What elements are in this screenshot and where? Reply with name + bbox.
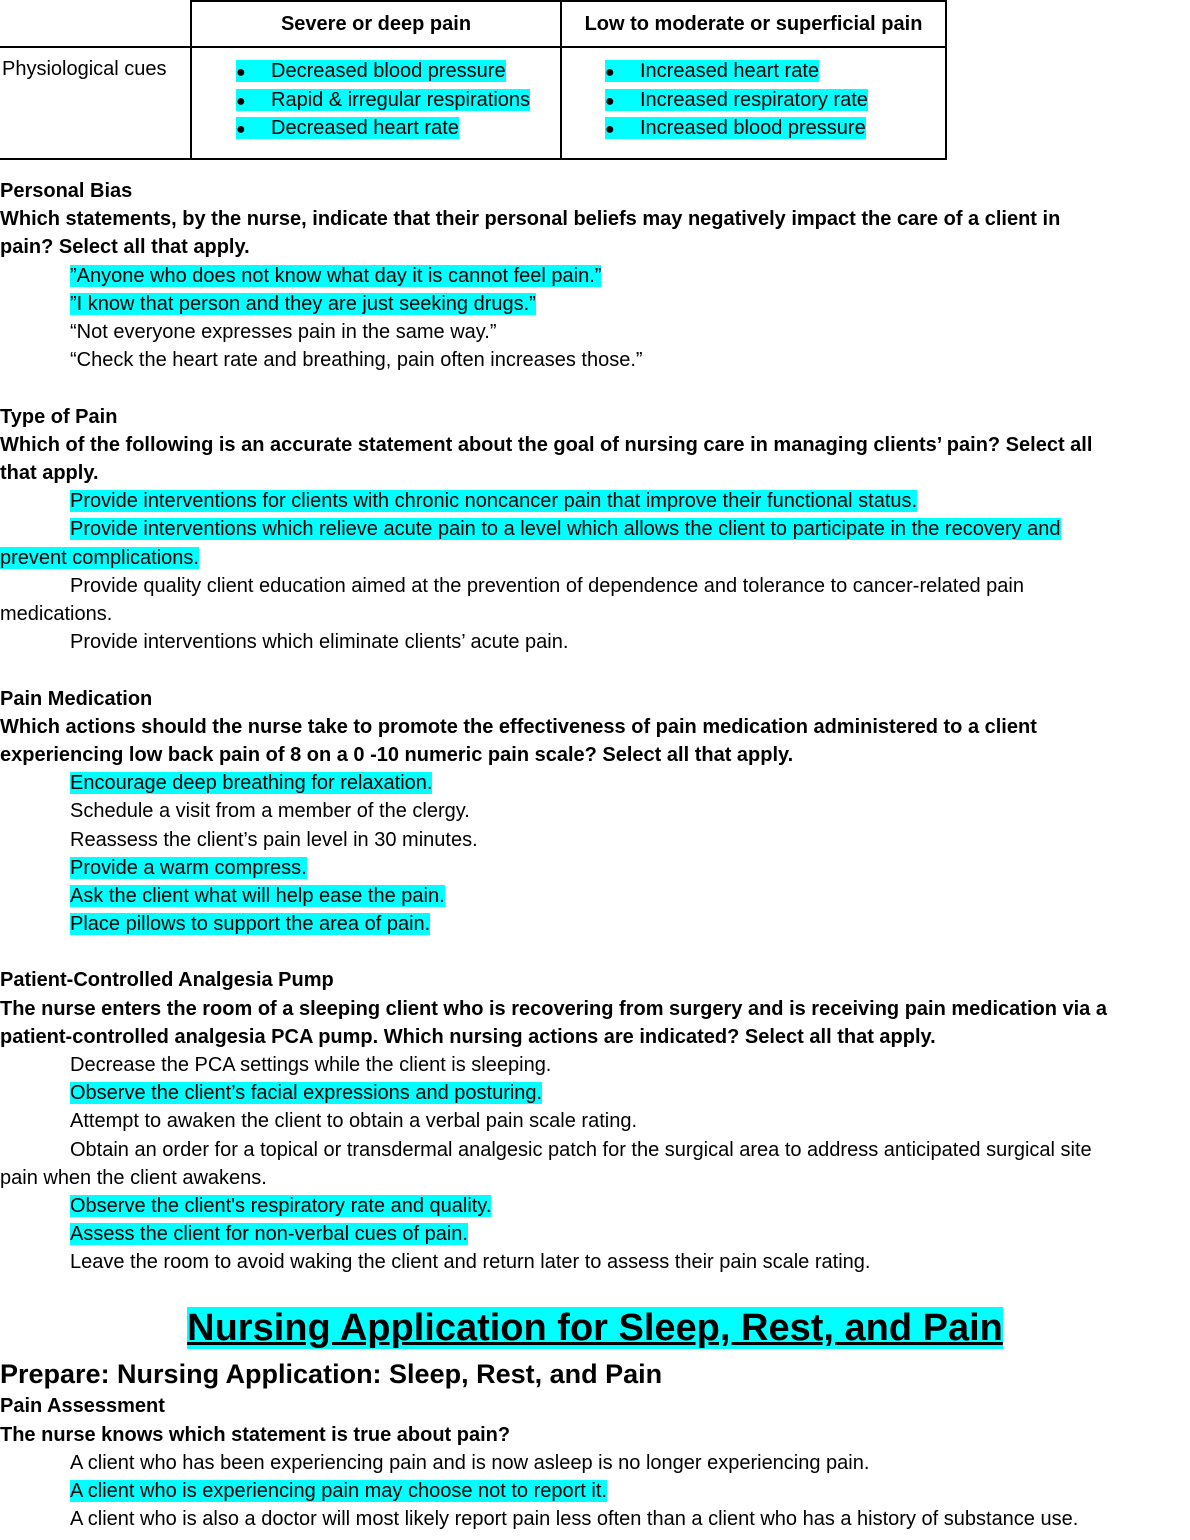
answer-option: “Not everyone expresses pain in the same way.” bbox=[70, 321, 497, 343]
answer-option: Provide quality client education aimed at the prevention of dependence and tolerance to cancer-related pain bbox=[70, 575, 1024, 597]
bullet-icon: ● bbox=[236, 64, 246, 81]
answer-option: A client who has been experiencing pain and is now asleep is no longer experiencing pain. bbox=[70, 1452, 870, 1474]
low-cues-cell bbox=[561, 47, 946, 159]
bullet-icon: ● bbox=[605, 92, 615, 110]
question-text: pain? Select all that apply. bbox=[0, 236, 250, 258]
page-subtitle: Prepare: Nursing Application: Sleep, Rest, and Pain bbox=[0, 1359, 663, 1389]
question-text: Which statements, by the nurse, indicate that their personal beliefs may negatively impact the care of a client in bbox=[0, 208, 1061, 230]
answer-option-continued: prevent complications. bbox=[0, 547, 199, 569]
answer-option: Schedule a visit from a member of the clergy. bbox=[70, 800, 470, 822]
answer-option: A client who is experiencing pain may choose not to report it. bbox=[70, 1480, 607, 1502]
section-heading: Pain Assessment bbox=[0, 1395, 165, 1417]
question-text: Which of the following is an accurate statement about the goal of nursing care in managing clients’ pain? Select all bbox=[0, 434, 1093, 456]
answer-option: Ask the client what will help ease the pain. bbox=[70, 885, 445, 907]
pain-cues-table bbox=[0, 0, 947, 160]
answer-option: Provide interventions for clients with chronic noncancer pain that improve their functional status. bbox=[70, 490, 918, 512]
row-label: Physiological cues bbox=[0, 47, 191, 159]
answer-option: Provide interventions which relieve acute pain to a level which allows the client to participate in the recovery and bbox=[70, 518, 1061, 540]
section-heading: Patient-Controlled Analgesia Pump bbox=[0, 969, 334, 991]
answer-option: A client who is also a doctor will most likely report pain less often than a client who has a history of substance use. bbox=[70, 1508, 1079, 1530]
question-text: The nurse knows which statement is true about pain? bbox=[0, 1424, 511, 1446]
answer-option: ”I know that person and they are just seeking drugs.” bbox=[70, 293, 536, 315]
page-title: Nursing Application for Sleep, Rest, and Pain bbox=[187, 1307, 1003, 1349]
table-row bbox=[0, 47, 946, 159]
table-header-low: Low to moderate or superficial pain bbox=[561, 1, 946, 47]
table-header-severe: Severe or deep pain bbox=[191, 1, 561, 47]
question-text: Which actions should the nurse take to promote the effectiveness of pain medication administered to a client bbox=[0, 716, 1037, 738]
table-header-empty bbox=[0, 1, 191, 47]
answer-option: Attempt to awaken the client to obtain a verbal pain scale rating. bbox=[70, 1110, 638, 1132]
list-item: ● Rapid & irregular respirations bbox=[236, 87, 560, 116]
list-item: ● Increased respiratory rate bbox=[605, 87, 945, 116]
answer-option: Observe the client’s facial expressions and posturing. bbox=[70, 1082, 543, 1104]
bullet-icon: ● bbox=[605, 64, 615, 81]
answer-option: Observe the client's respiratory rate and quality. bbox=[70, 1195, 492, 1217]
answer-option: Leave the room to avoid waking the client and return later to assess their pain scale rating. bbox=[70, 1251, 871, 1273]
list-item: ● Increased blood pressure bbox=[605, 115, 945, 144]
section-heading: Pain Medication bbox=[0, 688, 153, 710]
list-item: ● Decreased heart rate bbox=[236, 115, 560, 144]
severe-cues-cell bbox=[191, 47, 561, 159]
answer-option: Obtain an order for a topical or transdermal analgesic patch for the surgical area to address anticipated surgical site bbox=[70, 1139, 1092, 1161]
answer-option: “Check the heart rate and breathing, pain often increases those.” bbox=[70, 349, 643, 371]
bullet-icon: ● bbox=[236, 92, 246, 110]
section-heading: Personal Bias bbox=[0, 180, 133, 202]
bullet-icon: ● bbox=[605, 121, 615, 138]
answer-option: Assess the client for non-verbal cues of pain. bbox=[70, 1223, 468, 1245]
answer-option: Reassess the client’s pain level in 30 minutes. bbox=[70, 829, 478, 851]
question-text: The nurse enters the room of a sleeping client who is recovering from surgery and is receiving pain medication via a bbox=[0, 998, 1107, 1020]
answer-option: Provide a warm compress. bbox=[70, 857, 307, 879]
answer-option: Provide interventions which eliminate clients’ acute pain. bbox=[70, 631, 569, 653]
answer-option-continued: medications. bbox=[0, 603, 113, 625]
bullet-icon: ● bbox=[236, 121, 246, 138]
list-item: ● Increased heart rate bbox=[605, 58, 945, 87]
list-item: ● Decreased blood pressure bbox=[236, 58, 560, 87]
answer-option: Place pillows to support the area of pain. bbox=[70, 913, 431, 935]
question-text: that apply. bbox=[0, 462, 99, 484]
answer-option: Encourage deep breathing for relaxation. bbox=[70, 772, 433, 794]
answer-option: ”Anyone who does not know what day it is cannot feel pain.” bbox=[70, 265, 602, 287]
answer-option: Decrease the PCA settings while the client is sleeping. bbox=[70, 1054, 552, 1076]
section-heading: Type of Pain bbox=[0, 406, 118, 428]
question-text: patient-controlled analgesia PCA pump. Which nursing actions are indicated? Select all that apply. bbox=[0, 1026, 936, 1048]
table-header-row bbox=[0, 1, 946, 47]
answer-option-continued: pain when the client awakens. bbox=[0, 1167, 267, 1189]
question-text: experiencing low back pain of 8 on a 0 -10 numeric pain scale? Select all that apply. bbox=[0, 744, 794, 766]
